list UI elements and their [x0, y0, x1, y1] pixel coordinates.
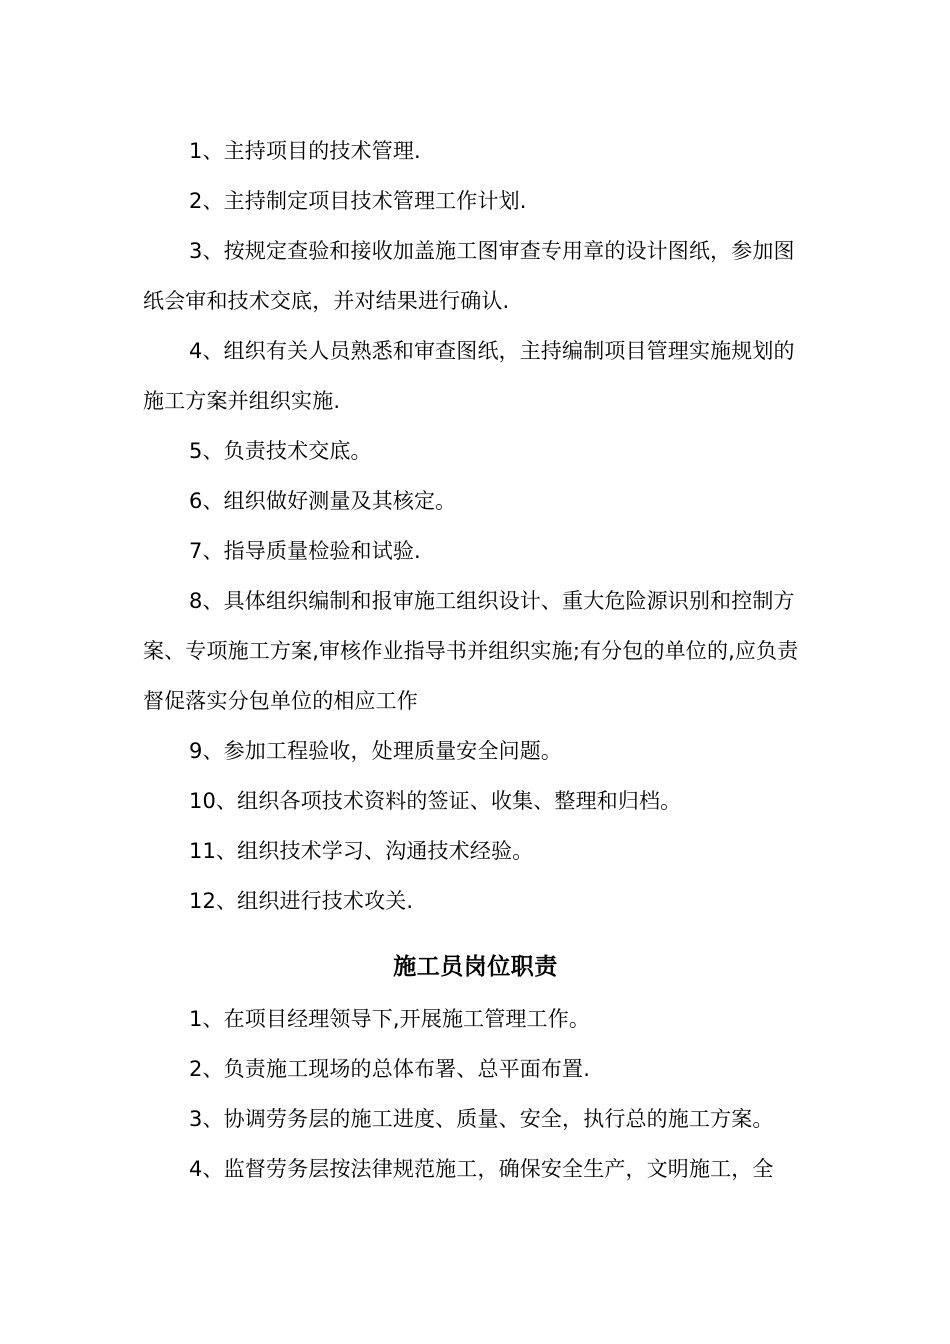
list-item: 8、具体组织编制和报审施工组织设计、重大危险源识别和控制方案、专项施工方案,审核作业指导书并组织实施;有分包的单位的,应负责督促落实分包单位的相应工作 — [143, 589, 799, 713]
list-item: 7、指导质量检验和试验. — [189, 539, 421, 563]
list-item: 5、负责技术交底。 — [189, 439, 372, 463]
section-heading: 施工员岗位职责 — [393, 954, 558, 980]
list-item: 4、组织有关人员熟悉和审查图纸，主持编制项目管理实施规划的施工方案并组织实施. — [143, 339, 795, 413]
list-item: 3、按规定查验和接收加盖施工图审查专用章的设计图纸，参加图纸会审和技术交底，并对结果进行确认. — [143, 239, 795, 313]
list-item: 1、在项目经理领导下,开展施工管理工作。 — [189, 1007, 591, 1031]
list-item: 12、组织进行技术攻关. — [189, 889, 414, 913]
list-item: 2、主持制定项目技术管理工作计划. — [189, 189, 527, 213]
list-item: 11、组织技术学习、沟通技术经验。 — [189, 839, 534, 863]
list-item: 10、组织各项技术资料的签证、收集、整理和归档。 — [189, 789, 682, 813]
document-body — [143, 126, 808, 1194]
list-item: 9、参加工程验收，处理质量安全问题。 — [189, 739, 563, 763]
list-item: 2、负责施工现场的总体布署、总平面布置. — [189, 1057, 591, 1081]
list-item: 1、主持项目的技术管理. — [189, 139, 421, 163]
list-item: 6、组织做好测量及其核定。 — [189, 489, 457, 513]
list-item: 4、监督劳务层按法律规范施工，确保安全生产，文明施工，全 — [189, 1157, 774, 1181]
list-item: 3、协调劳务层的施工进度、质量、安全，执行总的施工方案。 — [189, 1107, 774, 1131]
